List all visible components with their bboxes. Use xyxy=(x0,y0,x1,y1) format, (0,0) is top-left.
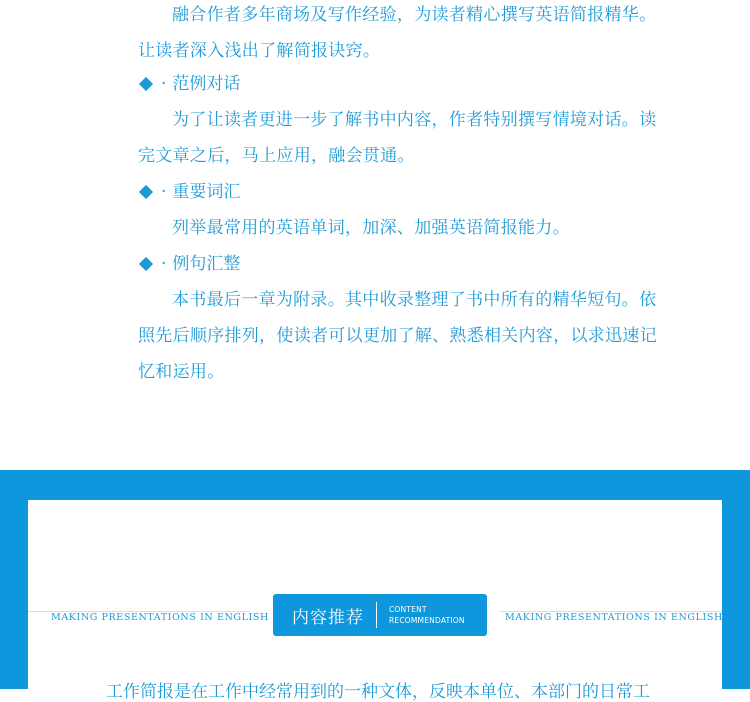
recommendation-band xyxy=(0,470,750,702)
badge-subtitle xyxy=(389,604,465,626)
dialogue-paragraph: 为了让读者更进一步了解书中内容，作者特别撰写情境对话。读完文章之后，马上应用，融会贯通。 xyxy=(138,110,657,166)
heading-sentences xyxy=(138,246,240,282)
heading-vocab xyxy=(138,174,240,210)
heading-dialogue xyxy=(138,66,240,102)
badge-separator xyxy=(376,602,377,628)
diamond-bullet-icon xyxy=(139,257,153,271)
vocab-paragraph: 列举最常用的英语单词，加深、加强英语简报能力。 xyxy=(172,218,570,238)
bullet-dot: · xyxy=(161,182,167,202)
bullet-dot: · xyxy=(161,74,167,94)
side-text-right: MAKING PRESENTATIONS IN ENGLISH xyxy=(505,612,723,623)
heading-dialogue-title: 范例对话 xyxy=(172,74,241,94)
recommendation-text: 工作简报是在工作中经常用到的一种文体，反映本单位、本部门的日常工 xyxy=(106,682,650,702)
bullet-dot: · xyxy=(161,254,167,274)
diamond-bullet-icon xyxy=(139,185,153,199)
side-text-left: MAKING PRESENTATIONS IN ENGLISH xyxy=(51,612,269,623)
intro-paragraph: 融合作者多年商场及写作经验，为读者精心撰写英语简报精华。让读者深入浅出了解简报诀窍。 xyxy=(138,5,657,61)
heading-sentences-title: 例句汇整 xyxy=(172,254,241,274)
badge-subtitle-line1: CONTENT xyxy=(389,605,427,614)
badge-title: 内容推荐 xyxy=(292,607,364,628)
diamond-bullet-icon xyxy=(139,77,153,91)
content-recommendation-badge xyxy=(273,594,487,636)
recommendation-panel xyxy=(28,500,722,700)
heading-vocab-title: 重要词汇 xyxy=(172,182,241,202)
sentences-paragraph: 本书最后一章为附录。其中收录整理了书中所有的精华短句。依照先后顺序排列，使读者可以更加了解、熟悉相关内容，以求迅速记忆和运用。 xyxy=(138,290,657,382)
badge-subtitle-line2: RECOMMENDATION xyxy=(389,616,465,625)
